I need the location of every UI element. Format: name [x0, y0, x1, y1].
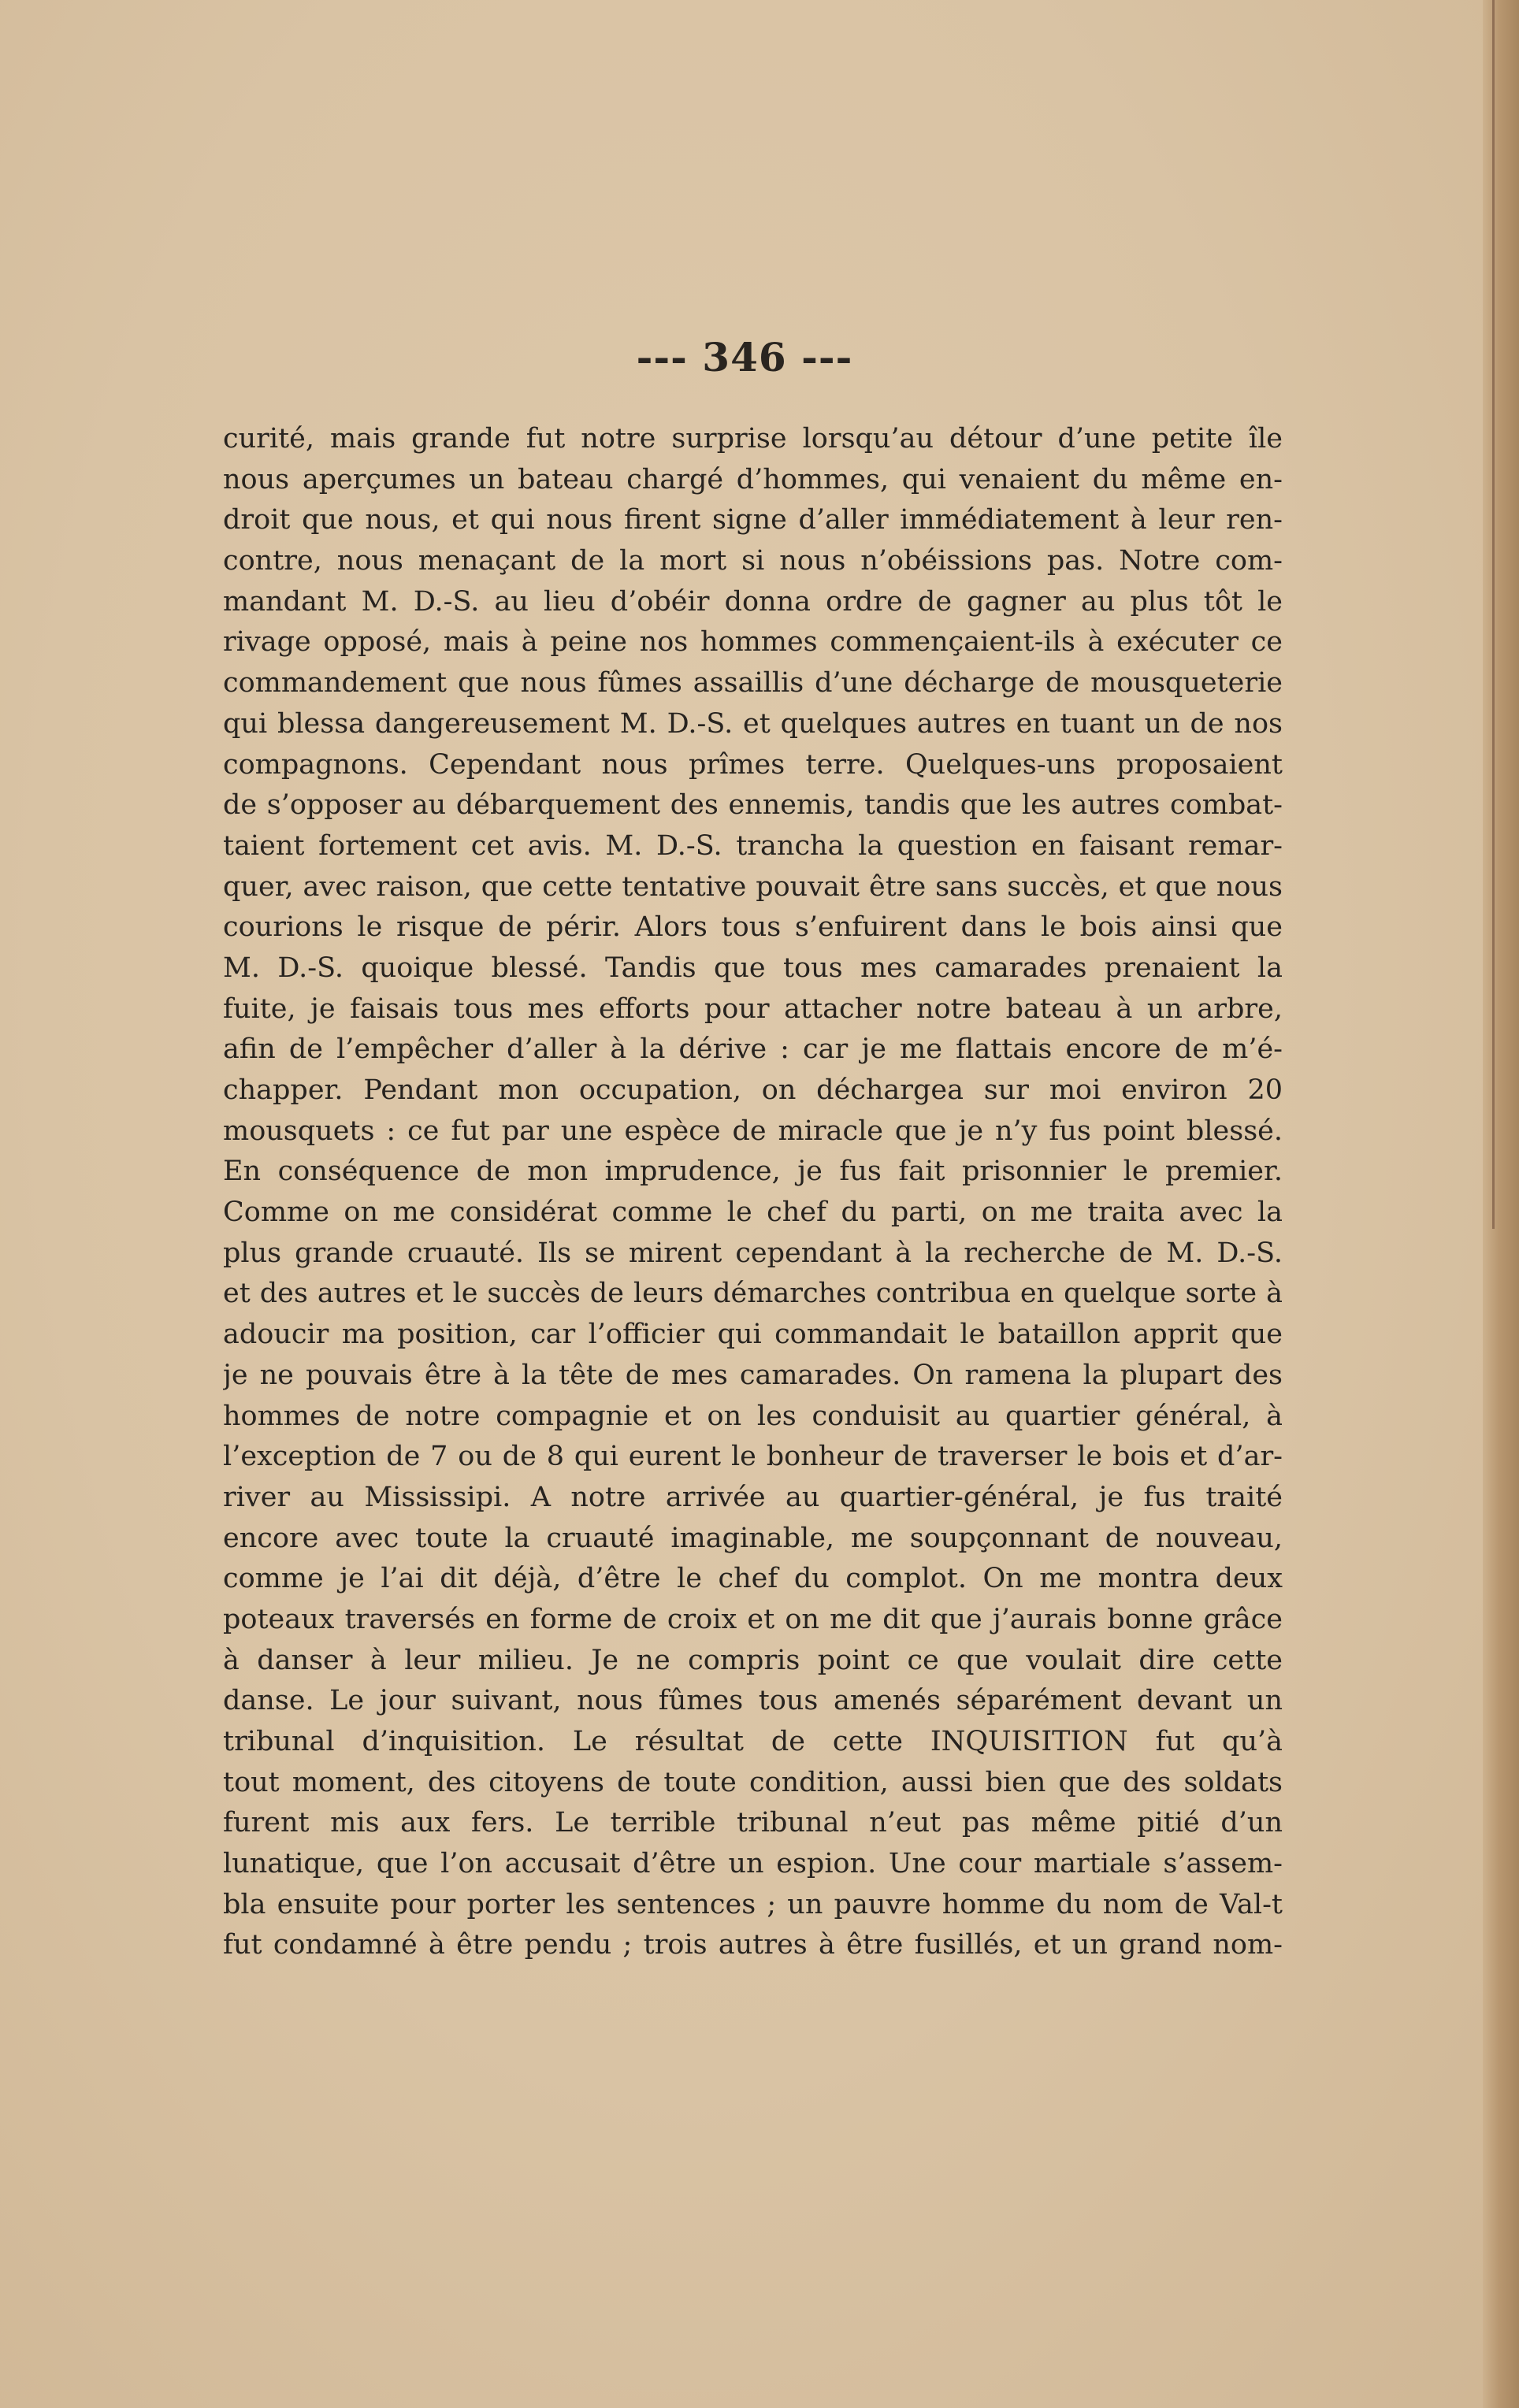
text-line: afin de l’empêcher d’aller à la dérive : car je me flattais encore de m’é- — [223, 1033, 1283, 1066]
text-line: quer, avec raison, que cette tentative pouvait être sans succès, et que nous — [223, 870, 1283, 903]
text-line: En conséquence de mon imprudence, je fus fait prisonnier le premier. — [223, 1156, 1283, 1188]
text-line: mandant M. D.-S. au lieu d’obéir donna ordre de gagner au plus tôt le — [223, 585, 1283, 618]
text-line: compagnons. Cependant nous prîmes terre. Quelques-uns proposaient — [223, 748, 1283, 781]
text-line: qui blessa dangereusement M. D.-S. et quelques autres en tuant un de nos — [223, 707, 1283, 740]
page-edge-rule — [1492, 0, 1495, 1229]
text-line: adoucir ma position, car l’officier qui commandait le bataillon apprit que — [223, 1319, 1283, 1351]
text-line: chapper. Pendant mon occupation, on déchargea sur moi environ 20 — [223, 1074, 1283, 1106]
text-line: poteaux traversés en forme de croix et on me dit que j’aurais bonne grâce — [223, 1603, 1283, 1635]
text-line: hommes de notre compagnie et on les conduisit au quartier général, à — [223, 1400, 1283, 1432]
text-line: taient fortement cet avis. M. D.-S. trancha la question en faisant remar- — [223, 829, 1283, 862]
text-line: fuite, je faisais tous mes efforts pour attacher notre bateau à un arbre, — [223, 993, 1283, 1025]
text-line: M. D.-S. quoique blessé. Tandis que tous mes camarades prenaient la — [223, 952, 1283, 984]
text-line: commandement que nous fûmes assaillis d’une décharge de mousqueterie — [223, 667, 1283, 699]
page-number: --- 346 --- — [636, 334, 853, 380]
text-line: à danser à leur milieu. Je ne compris point ce que voulait dire cette — [223, 1644, 1283, 1676]
text-line: je ne pouvais être à la tête de mes camarades. On ramena la plupart des — [223, 1359, 1283, 1391]
text-line: encore avec toute la cruauté imaginable, me soupçonnant de nouveau, — [223, 1522, 1283, 1554]
text-line: fut condamné à être pendu ; trois autres à être fusillés, et un grand nom- — [223, 1929, 1283, 1961]
text-line: comme je l’ai dit déjà, d’être le chef du complot. On me montra deux — [223, 1563, 1283, 1595]
body-text — [223, 419, 1283, 1966]
text-line: river au Mississipi. A notre arrivée au quartier-général, je fus traité — [223, 1481, 1283, 1513]
text-line: droit que nous, et qui nous firent signe d’aller immédiatement à leur ren- — [223, 504, 1283, 536]
text-line: danse. Le jour suivant, nous fûmes tous amenés séparément devant un — [223, 1685, 1283, 1717]
text-line: bla ensuite pour porter les sentences ; un pauvre homme du nom de Val-t — [223, 1888, 1283, 1920]
text-line: rivage opposé, mais à peine nos hommes commençaient-ils à exécuter ce — [223, 626, 1283, 659]
text-line: courions le risque de périr. Alors tous s’enfuirent dans le bois ainsi que — [223, 911, 1283, 944]
text-line: et des autres et le succès de leurs démarches contribua en quelque sorte à — [223, 1278, 1283, 1310]
text-line: furent mis aux fers. Le terrible tribunal n’eut pas même pitié d’un — [223, 1807, 1283, 1839]
text-line: mousquets : ce fut par une espèce de miracle que je n’y fus point blessé. — [223, 1115, 1283, 1147]
text-line: l’exception de 7 ou de 8 qui eurent le bonheur de traverser le bois et d’ar- — [223, 1441, 1283, 1473]
text-line: lunatique, que l’on accusait d’être un espion. Une cour martiale s’assem- — [223, 1848, 1283, 1880]
text-line: curité, mais grande fut notre surprise lorsqu’au détour d’une petite île — [223, 423, 1283, 455]
text-line: Comme on me considérat comme le chef du parti, on me traita avec la — [223, 1197, 1283, 1229]
text-line: de s’opposer au débarquement des ennemis, tandis que les autres combat- — [223, 789, 1283, 822]
text-line: plus grande cruauté. Ils se mirent cependant à la recherche de M. D.-S. — [223, 1237, 1283, 1269]
text-line: tout moment, des citoyens de toute condition, aussi bien que des soldats — [223, 1766, 1283, 1798]
text-line: tribunal d’inquisition. Le résultat de cette INQUISITION fut qu’à — [223, 1726, 1283, 1757]
text-line: contre, nous menaçant de la mort si nous n’obéissions pas. Notre com- — [223, 545, 1283, 577]
text-line: nous aperçumes un bateau chargé d’hommes, qui venaient du même en- — [223, 463, 1283, 495]
